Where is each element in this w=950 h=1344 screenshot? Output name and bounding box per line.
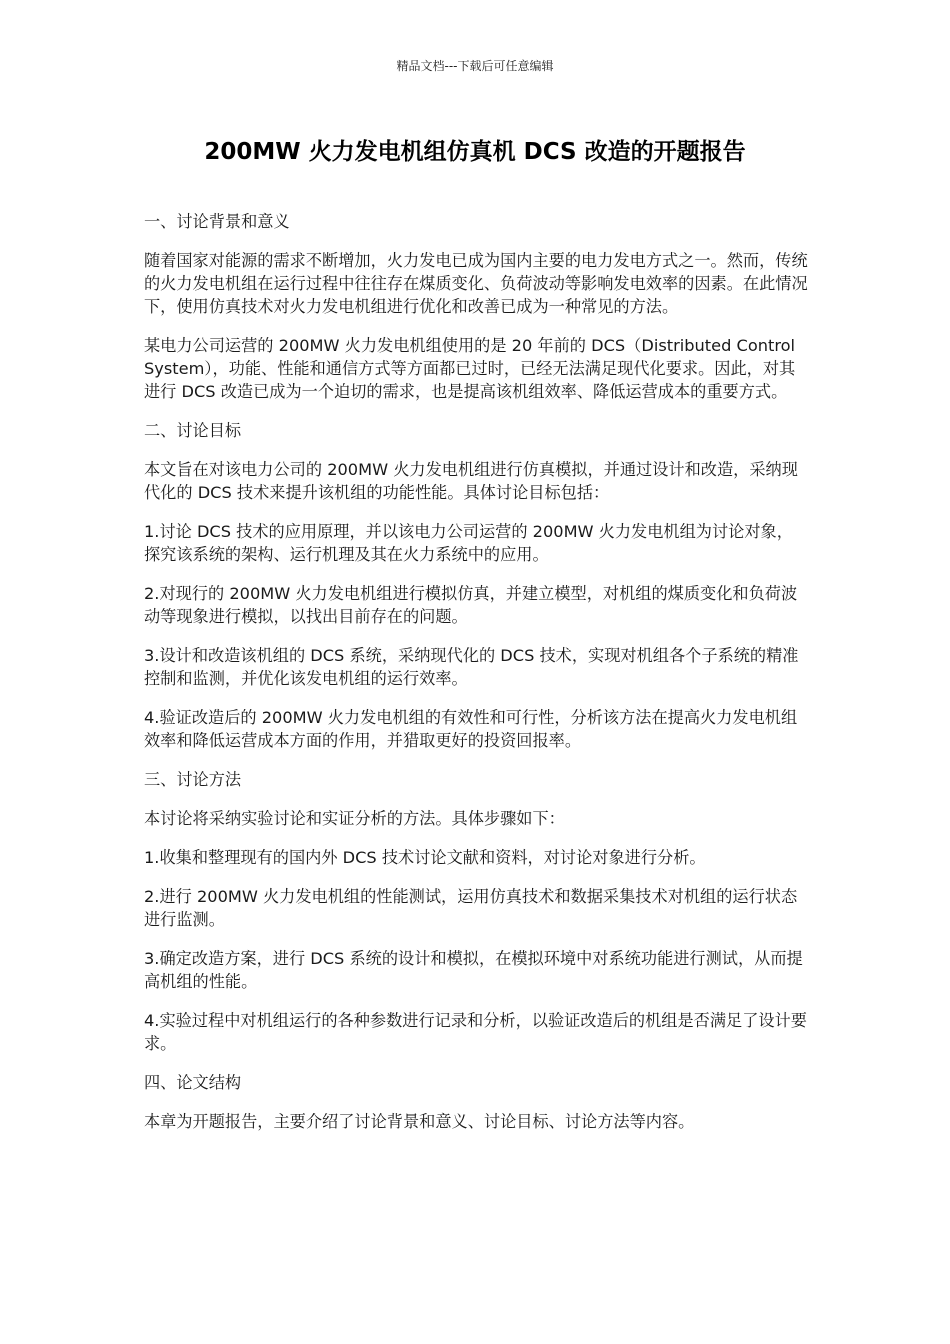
section-heading-methods: 三、讨论方法 xyxy=(144,770,242,789)
list-item-objective-1: 1.讨论 DCS 技术的应用原理，并以该电力公司运营的 200MW 火力发电机组为讨论对象，探究该系统的架构、运行机理及其在火力系统中的应用。 xyxy=(144,522,793,564)
paragraph-methods-intro: 本讨论将采纳实验讨论和实证分析的方法。具体步骤如下： xyxy=(144,809,565,828)
list-item-objective-3: 3.设计和改造该机组的 DCS 系统，采纳现代化的 DCS 技术，实现对机组各个子系统的精准控制和监测，并优化该发电机组的运行效率。 xyxy=(144,646,799,688)
list-item-method-4: 4.实验过程中对机组运行的各种参数进行记录和分析，以验证改造后的机组是否满足了设计要求。 xyxy=(144,1011,807,1053)
list-item-objective-2: 2.对现行的 200MW 火力发电机组进行模拟仿真，并建立模型，对机组的煤质变化和负荷波动等现象进行模拟，以找出目前存在的问题。 xyxy=(144,584,798,626)
paragraph-background-1: 随着国家对能源的需求不断增加，火力发电已成为国内主要的电力发电方式之一。然而，传统的火力发电机组在运行过程中往往存在煤质变化、负荷波动等影响发电效率的因素。在此情况下，使用仿真技术对火力发电机组进行优化和改善已成为一种常见的方法。 xyxy=(144,251,808,316)
section-heading-objectives: 二、讨论目标 xyxy=(144,421,242,440)
list-item-objective-4: 4.验证改造后的 200MW 火力发电机组的有效性和可行性，分析该方法在提高火力发电机组效率和降低运营成本方面的作用，并猎取更好的投资回报率。 xyxy=(144,708,798,750)
section-heading-structure: 四、论文结构 xyxy=(144,1073,242,1092)
paragraph-background-2: 某电力公司运营的 200MW 火力发电机组使用的是 20 年前的 DCS（Distributed Control System），功能、性能和通信方式等方面都已过时，已经无法满足现代化要求。因此，对其进行 DCS 改造已成为一个迫切的需求，也是提高该机组效率、降低运营成本的重要方式。 xyxy=(144,336,796,401)
list-item-method-1: 1.收集和整理现有的国内外 DCS 技术讨论文献和资料，对讨论对象进行分析。 xyxy=(144,848,706,867)
list-item-method-3: 3.确定改造方案，进行 DCS 系统的设计和模拟，在模拟环境中对系统功能进行测试，从而提高机组的性能。 xyxy=(144,949,803,991)
header-note: 精品文档---下载后可任意编辑 xyxy=(396,59,554,73)
paragraph-objectives-intro: 本文旨在对该电力公司的 200MW 火力发电机组进行仿真模拟，并通过设计和改造，采纳现代化的 DCS 技术来提升该机组的功能性能。具体讨论目标包括： xyxy=(144,460,798,502)
section-heading-background: 一、讨论背景和意义 xyxy=(144,212,290,231)
list-item-method-2: 2.进行 200MW 火力发电机组的性能测试，运用仿真技术和数据采集技术对机组的运行状态进行监测。 xyxy=(144,887,798,929)
paragraph-structure: 本章为开题报告，主要介绍了讨论背景和意义、讨论目标、讨论方法等内容。 xyxy=(144,1112,695,1131)
document-title: 200MW 火力发电机组仿真机 DCS 改造的开题报告 xyxy=(204,139,746,165)
document-body xyxy=(144,210,808,1149)
